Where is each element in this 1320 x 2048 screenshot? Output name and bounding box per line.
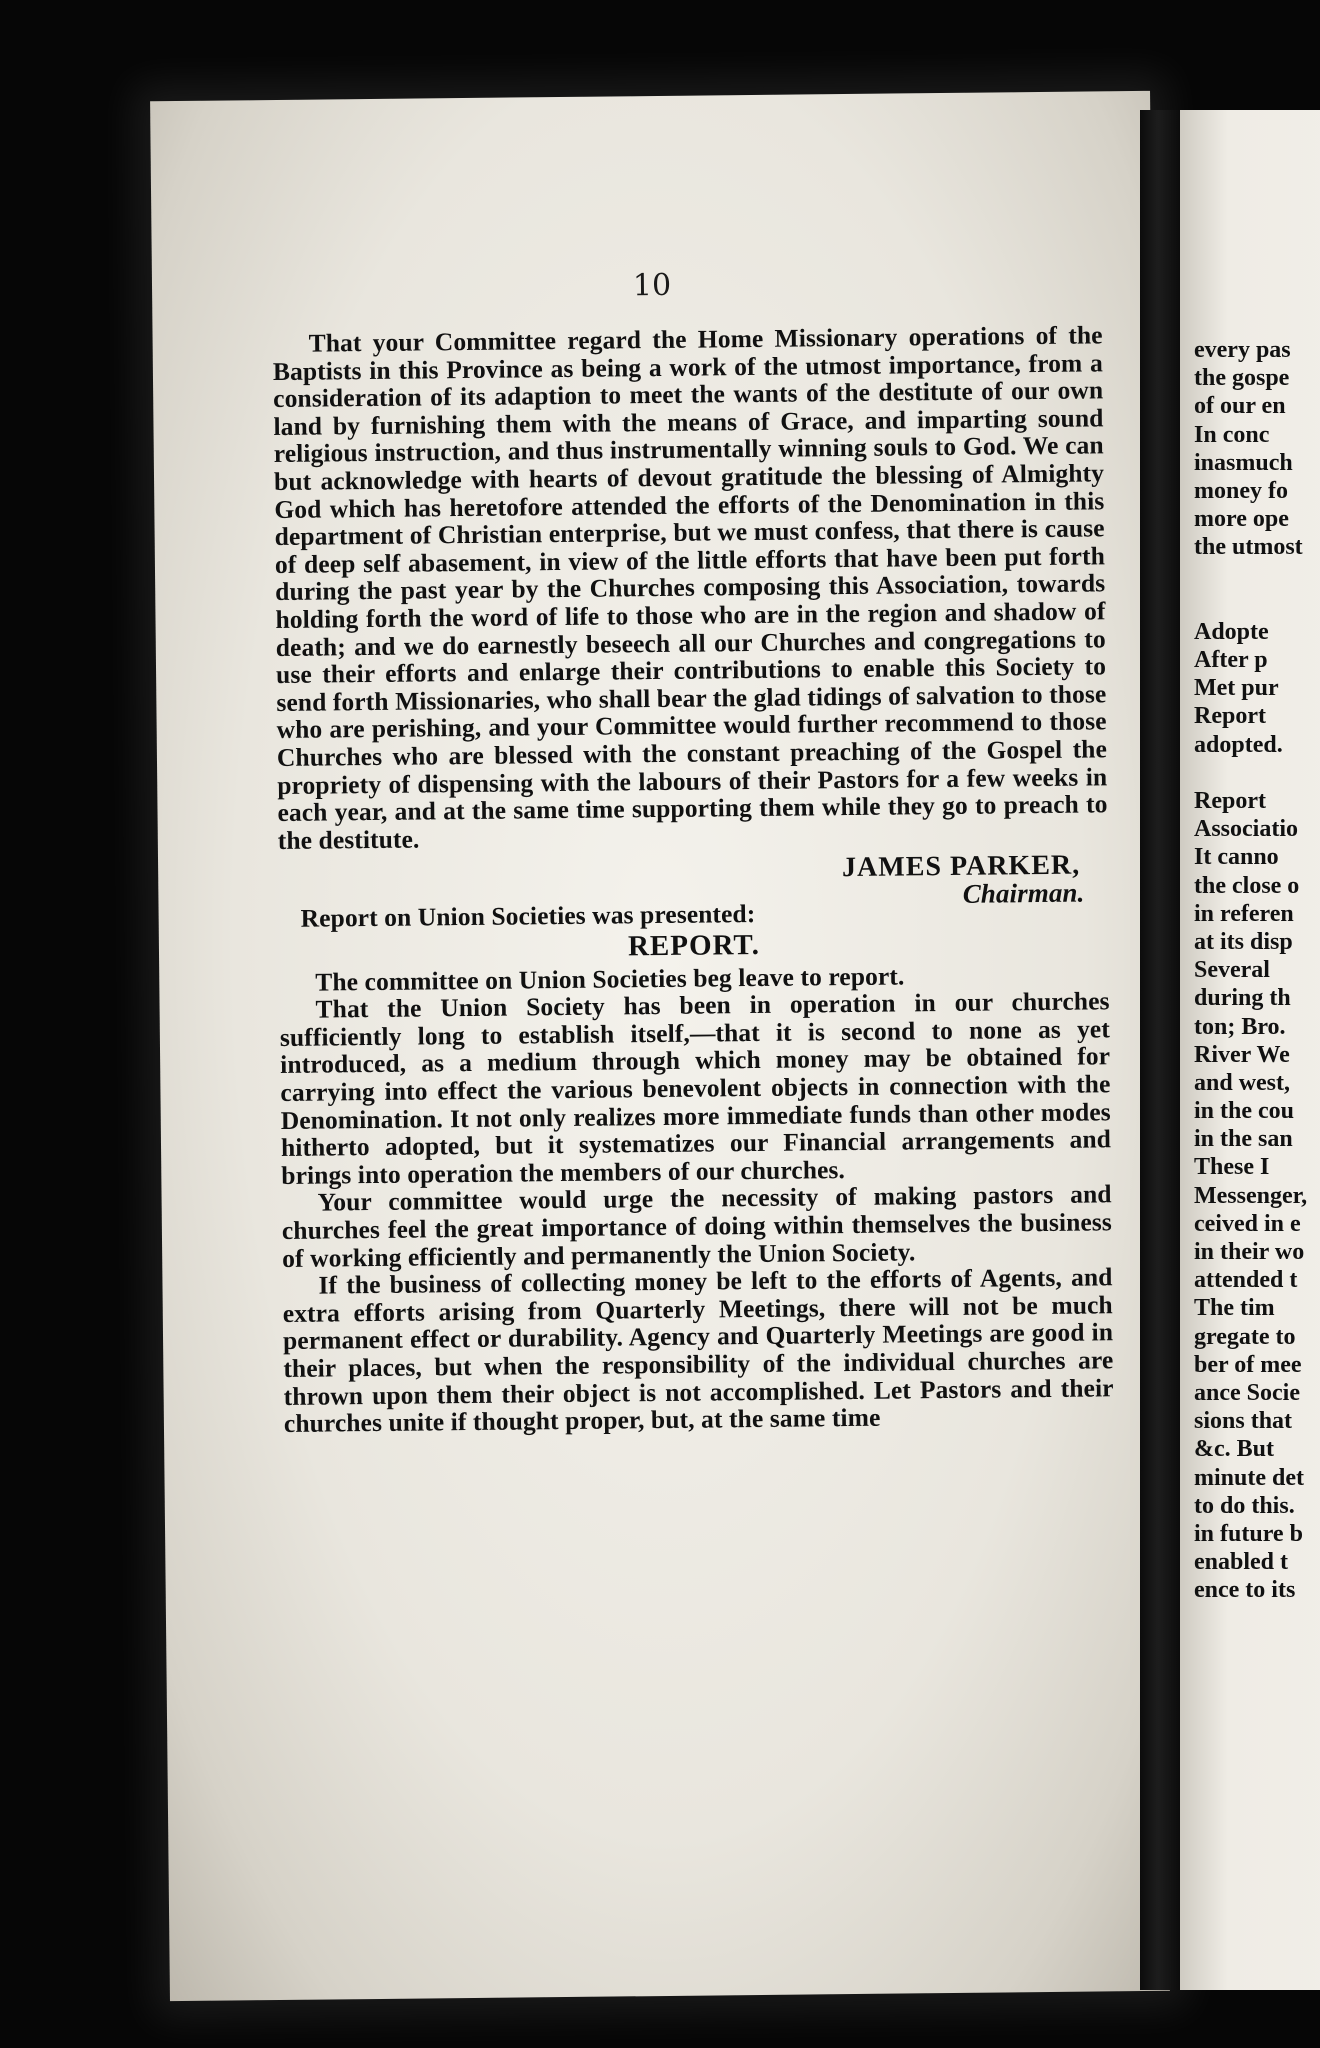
facing-line: in the san (1194, 1126, 1293, 1153)
facing-line: money fo (1194, 477, 1288, 504)
facing-line: Report (1194, 703, 1266, 730)
facing-line: adopted. (1194, 731, 1283, 758)
facing-line: ceived in e (1194, 1210, 1301, 1237)
facing-line: Associatio (1194, 816, 1298, 843)
facing-line: enabled t (1194, 1549, 1289, 1576)
facing-line: &c. But (1194, 1436, 1274, 1463)
facing-line: the gospe (1194, 365, 1290, 392)
facing-line: in their wo (1194, 1239, 1305, 1265)
facing-line (1194, 562, 1320, 590)
facing-line: during th (1194, 985, 1291, 1012)
facing-line (1194, 759, 1320, 787)
facing-line: inasmuch (1194, 449, 1293, 476)
left-page (150, 91, 1170, 2001)
facing-line: Report (1194, 788, 1266, 814)
facing-page (1180, 110, 1320, 1990)
facing-line: ber of mee (1194, 1351, 1302, 1378)
signature-name: JAMES PARKER, (841, 849, 1081, 884)
facing-line: ance Socie (1194, 1379, 1300, 1406)
facing-line: The tim (1194, 1295, 1275, 1322)
page-number: 10 (632, 267, 672, 304)
facing-line: in the cou (1194, 1098, 1295, 1125)
facing-line: at its disp (1194, 928, 1293, 955)
signature-title: Chairman. (962, 877, 1085, 909)
facing-line: of our en (1194, 393, 1286, 420)
facing-line: River We (1194, 1041, 1290, 1068)
facing-line: Met pur (1194, 675, 1279, 702)
facing-line: gregate to (1194, 1323, 1296, 1350)
paragraph-home-missions: That your Committee regard the Home Missionary operations of the Baptists in this Province as being a work of the utmost importance, from a consideration of its adaption to meet the wants of the destitute of our own land by furnishing them with the means of Grace, and imparting sound religious instruction, and thus instrumentally winning souls to God. We can but acknowledge with hearts of devout gratitude the blessing of Almighty God which has heretofore attended the efforts of the Denomination in this department of Christian enterprise, but we must confess, that there is cause of deep self abasement, in view of the little efforts that have been put forth during the past year by the Churches composing this Association, towards holding forth the word of life to those who are in the region and shadow of death; and we do earnestly beseech all our Churches and congregations to use their efforts and enlarge their contributions to enable this Society to send forth Missionaries, who shall bear the glad tidings of salvation to those who are perishing, and your Committee would further recommend to those Churches who are blessed with the constant preaching of the Gospel the propriety of dispensing with the labours of their Pastors for a few weeks in each year, and at the same time supporting them while they go to preach to the destitute. (272, 320, 1108, 855)
facing-line: minute det (1194, 1464, 1304, 1491)
facing-line: the utmost (1194, 534, 1303, 561)
facing-line: to do this. (1194, 1492, 1295, 1519)
facing-line: After p (1194, 647, 1268, 674)
facing-line (1194, 590, 1320, 618)
facing-line: every pas (1194, 337, 1291, 363)
facing-line: and west, (1194, 1069, 1291, 1096)
report-intro: Report on Union Societies was presented: (300, 899, 756, 934)
report-paragraph: That the Union Society has been in operation in our churches sufficiently long to establish itself,—that it is second to none as yet introduced, as a medium through which money may be obtained for carrying into effect the various benevolent objects in connection with the Denomination. It not only realizes more immediate funds than other modes hitherto adopted, but it systematizes our Financial arrangements and brings into operation the members of our churches. (279, 986, 1112, 1190)
facing-line: ence to its (1194, 1577, 1296, 1604)
report-paragraph: Your committee would urge the necessity of making pastors and churches feel the great importance of doing within themselves the business of working efficiently and permanently the Union Society. (281, 1179, 1113, 1273)
facing-line: in future b (1194, 1520, 1303, 1547)
facing-line: attended t (1194, 1267, 1298, 1294)
page-text (272, 321, 1114, 1437)
facing-line: Adopte (1194, 618, 1269, 645)
report-paragraph: The committee on Union Societies beg leave to report. (315, 961, 905, 997)
facing-line: It canno (1194, 844, 1279, 871)
facing-line: sions that (1194, 1408, 1293, 1435)
report-heading: REPORT. (627, 929, 761, 963)
facing-page-text (1194, 336, 1320, 1604)
facing-line: in referen (1194, 900, 1294, 927)
facing-line: In conc (1194, 421, 1270, 448)
facing-line: the close o (1194, 872, 1300, 899)
facing-line: These I (1194, 1154, 1270, 1181)
facing-line: ton; Bro. (1194, 1013, 1286, 1040)
facing-line: more ope (1194, 506, 1289, 533)
facing-line: Messenger, (1194, 1182, 1308, 1209)
book-gutter (1140, 110, 1180, 1990)
report-paragraph: If the business of collecting money be left to the efforts of Agents, and extra efforts arising from Quarterly Meetings, there will not be much permanent effect or durability. Agency and Quarterly Meetings are good in their places, but when the responsibility of the individual churches are thrown upon them their object is not accomplished. Let Pastors and their churches unite if thought proper, but, at the same time (282, 1262, 1114, 1439)
facing-line: Several (1194, 957, 1270, 984)
